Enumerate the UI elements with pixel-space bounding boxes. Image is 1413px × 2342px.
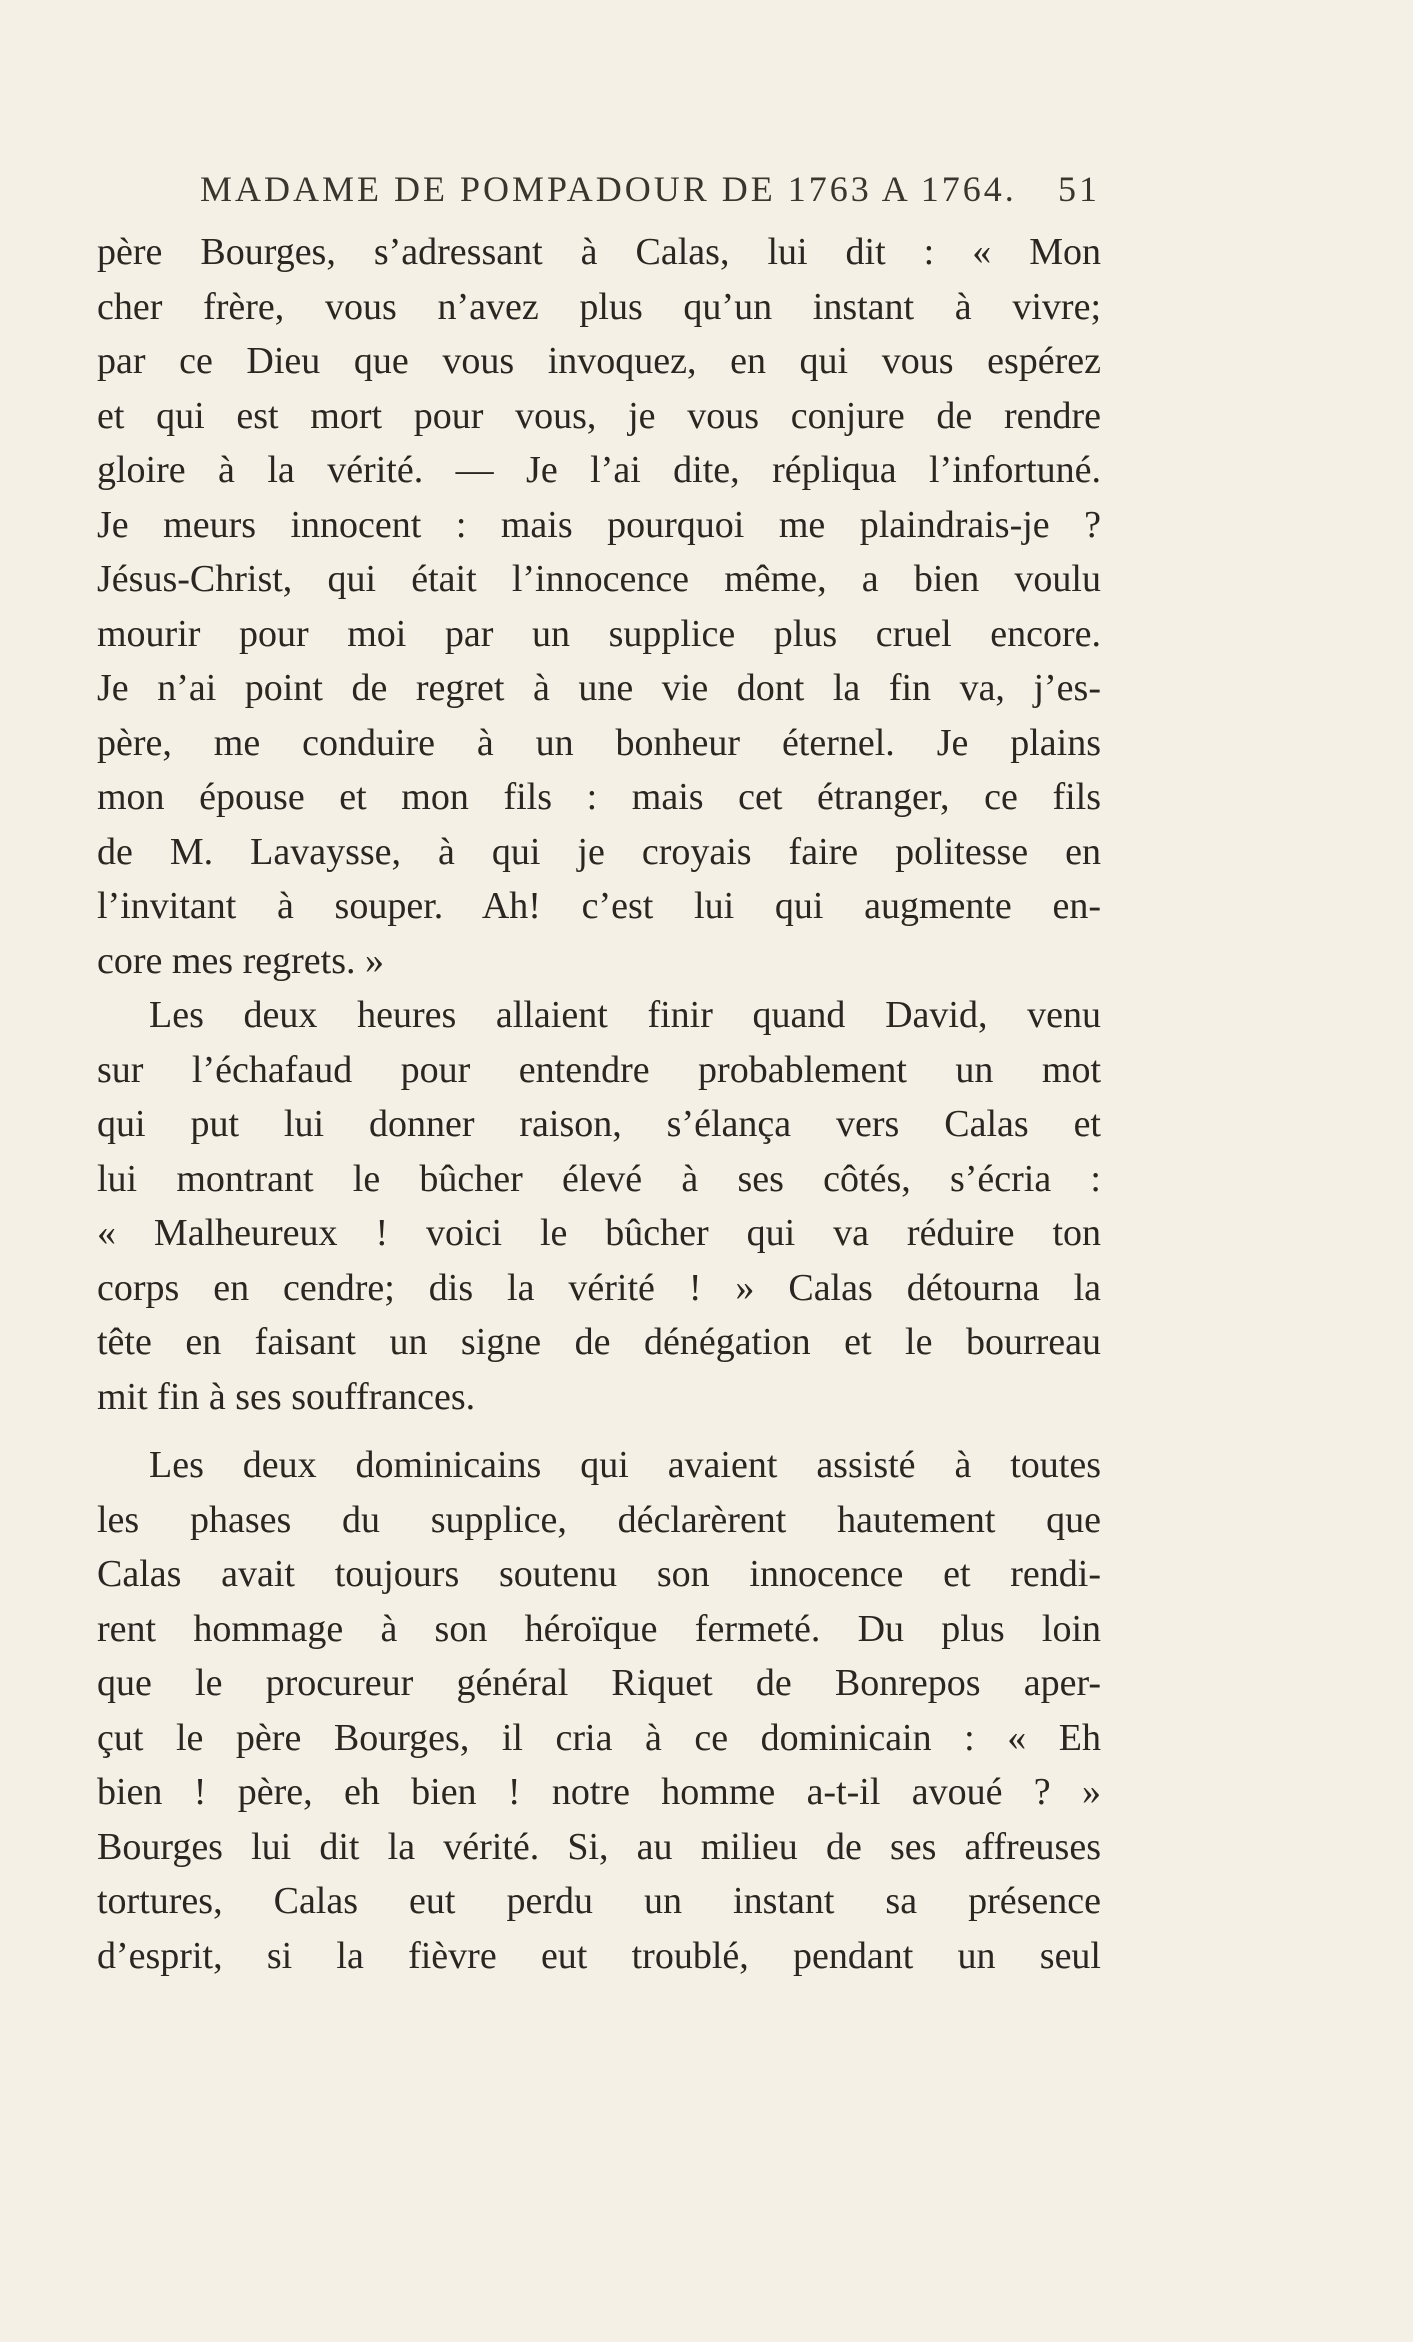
text-line: Les deux heures allaient finir quand David, venu [149,994,1101,1036]
paragraph [97,1438,1101,1983]
text-line: mourir pour moi par un supplice plus cruel encore. [97,612,1101,655]
text-line: « Malheureux ! voici le bûcher qui va réduire ton [97,1212,1101,1254]
text-line: l’invitant à souper. Ah! c’est lui qui augmente en- [97,885,1101,927]
text-line: lui montrant le bûcher élevé à ses côtés, s’écria : [97,1157,1101,1200]
text-line: par ce Dieu que vous invoquez, en qui vous espérez [97,340,1101,382]
text-line: Je n’ai point de regret à une vie dont la fin va, j’es- [97,667,1101,709]
text-line: d’esprit, si la fièvre eut troublé, pendant un seul [97,1934,1101,1977]
text-line: qui put lui donner raison, s’élança vers Calas et [97,1103,1101,1145]
text-line: les phases du supplice, déclarèrent hautement que [97,1498,1101,1541]
text-line: mon épouse et mon fils : mais cet étranger, ce fils [97,776,1101,818]
text-line: gloire à la vérité. — Je l’ai dite, répliqua l’infortuné. [97,449,1101,491]
running-header [200,168,1100,216]
text-line: Calas avait toujours soutenu son innocence et rendi- [97,1553,1101,1595]
text-line: Jésus-Christ, qui était l’innocence même, a bien voulu [97,558,1101,600]
text-line: bien ! père, eh bien ! notre homme a-t-il avoué ? » [97,1771,1101,1813]
text-line: que le procureur général Riquet de Bonrepos aper- [97,1662,1101,1704]
text-line: tête en faisant un signe de dénégation et le bourreau [97,1321,1101,1363]
paragraph [97,988,1101,1424]
text-line: père, me conduire à un bonheur éternel. Je plains [97,721,1101,764]
paragraph [97,225,1101,988]
text-line: tortures, Calas eut perdu un instant sa présence [97,1880,1101,1922]
text-line: Je meurs innocent : mais pourquoi me plaindrais-je ? [97,503,1101,546]
text-line: corps en cendre; dis la vérité ! » Calas détourna la [97,1266,1101,1309]
text-line: sur l’échafaud pour entendre probablement un mot [97,1048,1101,1091]
body-text [97,225,1101,1983]
text-line: cher frère, vous n’avez plus qu’un instant à vivre; [97,285,1101,328]
text-line: çut le père Bourges, il cria à ce dominicain : « Eh [97,1716,1101,1759]
text-line: mit fin à ses souffrances. [97,1375,476,1418]
text-line: de M. Lavaysse, à qui je croyais faire politesse en [97,830,1101,873]
text-line: rent hommage à son héroïque fermeté. Du plus loin [97,1607,1101,1650]
text-line: et qui est mort pour vous, je vous conjure de rendre [97,394,1101,437]
text-line: Bourges lui dit la vérité. Si, au milieu de ses affreuses [97,1825,1101,1868]
running-title: MADAME DE POMPADOUR DE 1763 A 1764. [200,169,1017,209]
page-number: 51 [1058,169,1100,209]
paragraph-gap [97,1424,1101,1438]
text-line: père Bourges, s’adressant à Calas, lui dit : « Mon [97,231,1101,273]
text-line: Les deux dominicains qui avaient assisté à toutes [149,1444,1101,1486]
text-line: core mes regrets. » [97,939,384,982]
